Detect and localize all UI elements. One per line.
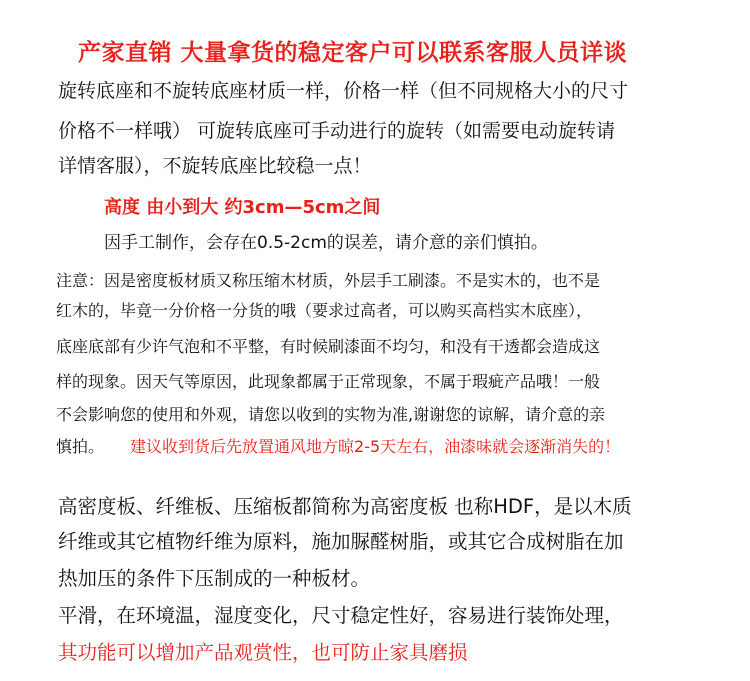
notice-line-6 [56, 434, 620, 457]
material-line-1: 高密度板、纤维板、压缩板都简称为高密度板 也称HDF，是以木质 [58, 495, 632, 518]
material-line-3: 热加压的条件下压制成的一种板材。 [58, 567, 371, 590]
notice-line-4: 样的现象。因天气等原因，此现象都属于正常现象，不属于瑕疵产品哦！一般 [56, 372, 601, 391]
material-benefit-line: 其功能可以增加产品观赏性，也可防止家具磨损 [58, 641, 468, 664]
notice-last-prefix: 慎拍。 [56, 437, 105, 456]
ventilation-tip: 建议收到货后先放置通风地方晾2-5天左右，油漆味就会逐渐消失的！ [130, 437, 621, 456]
notice-line-2: 红木的，毕竟一分价格一分货的哦（要求过高者，可以购买高档实木底座）， [56, 301, 593, 320]
height-tolerance-note: 因手工制作，会存在0.5-2cm的误差，请介意的亲们慎拍。 [104, 233, 548, 253]
notice-line-3: 底座底部有少许气泡和不平整，有时候刷漆面不均匀，和没有干透都会造成这 [56, 337, 601, 356]
height-heading: 高度 由小到大 约3cm—5cm之间 [104, 197, 381, 218]
page-title: 产家直销 大量拿货的稳定客户可以联系客服人员详谈 [78, 40, 628, 66]
intro-line-2: 价格不一样哦） 可旋转底座可手动进行的旋转（如需要电动旋转请 [58, 120, 616, 142]
intro-line-3: 详情客服），不旋转底座比较稳一点！ [58, 155, 372, 177]
material-line-2: 纤维或其它植物纤维为原料，施加脲醛树脂，或其它合成树脂在加 [58, 530, 624, 553]
intro-line-1: 旋转底座和不旋转底座材质一样，价格一样（但不同规格大小的尺寸 [58, 80, 629, 102]
notice-line-5: 不会影响您的使用和外观，请您以收到的实物为准,谢谢您的谅解，请介意的亲 [56, 405, 606, 424]
notice-line-1: 注意：因是密度板材质又称压缩木材质，外层手工刷漆。不是实木的，也不是 [56, 271, 601, 290]
material-line-4: 平滑，在环境温，湿度变化，尺寸稳定性好，容易进行装饰处理， [58, 604, 624, 627]
